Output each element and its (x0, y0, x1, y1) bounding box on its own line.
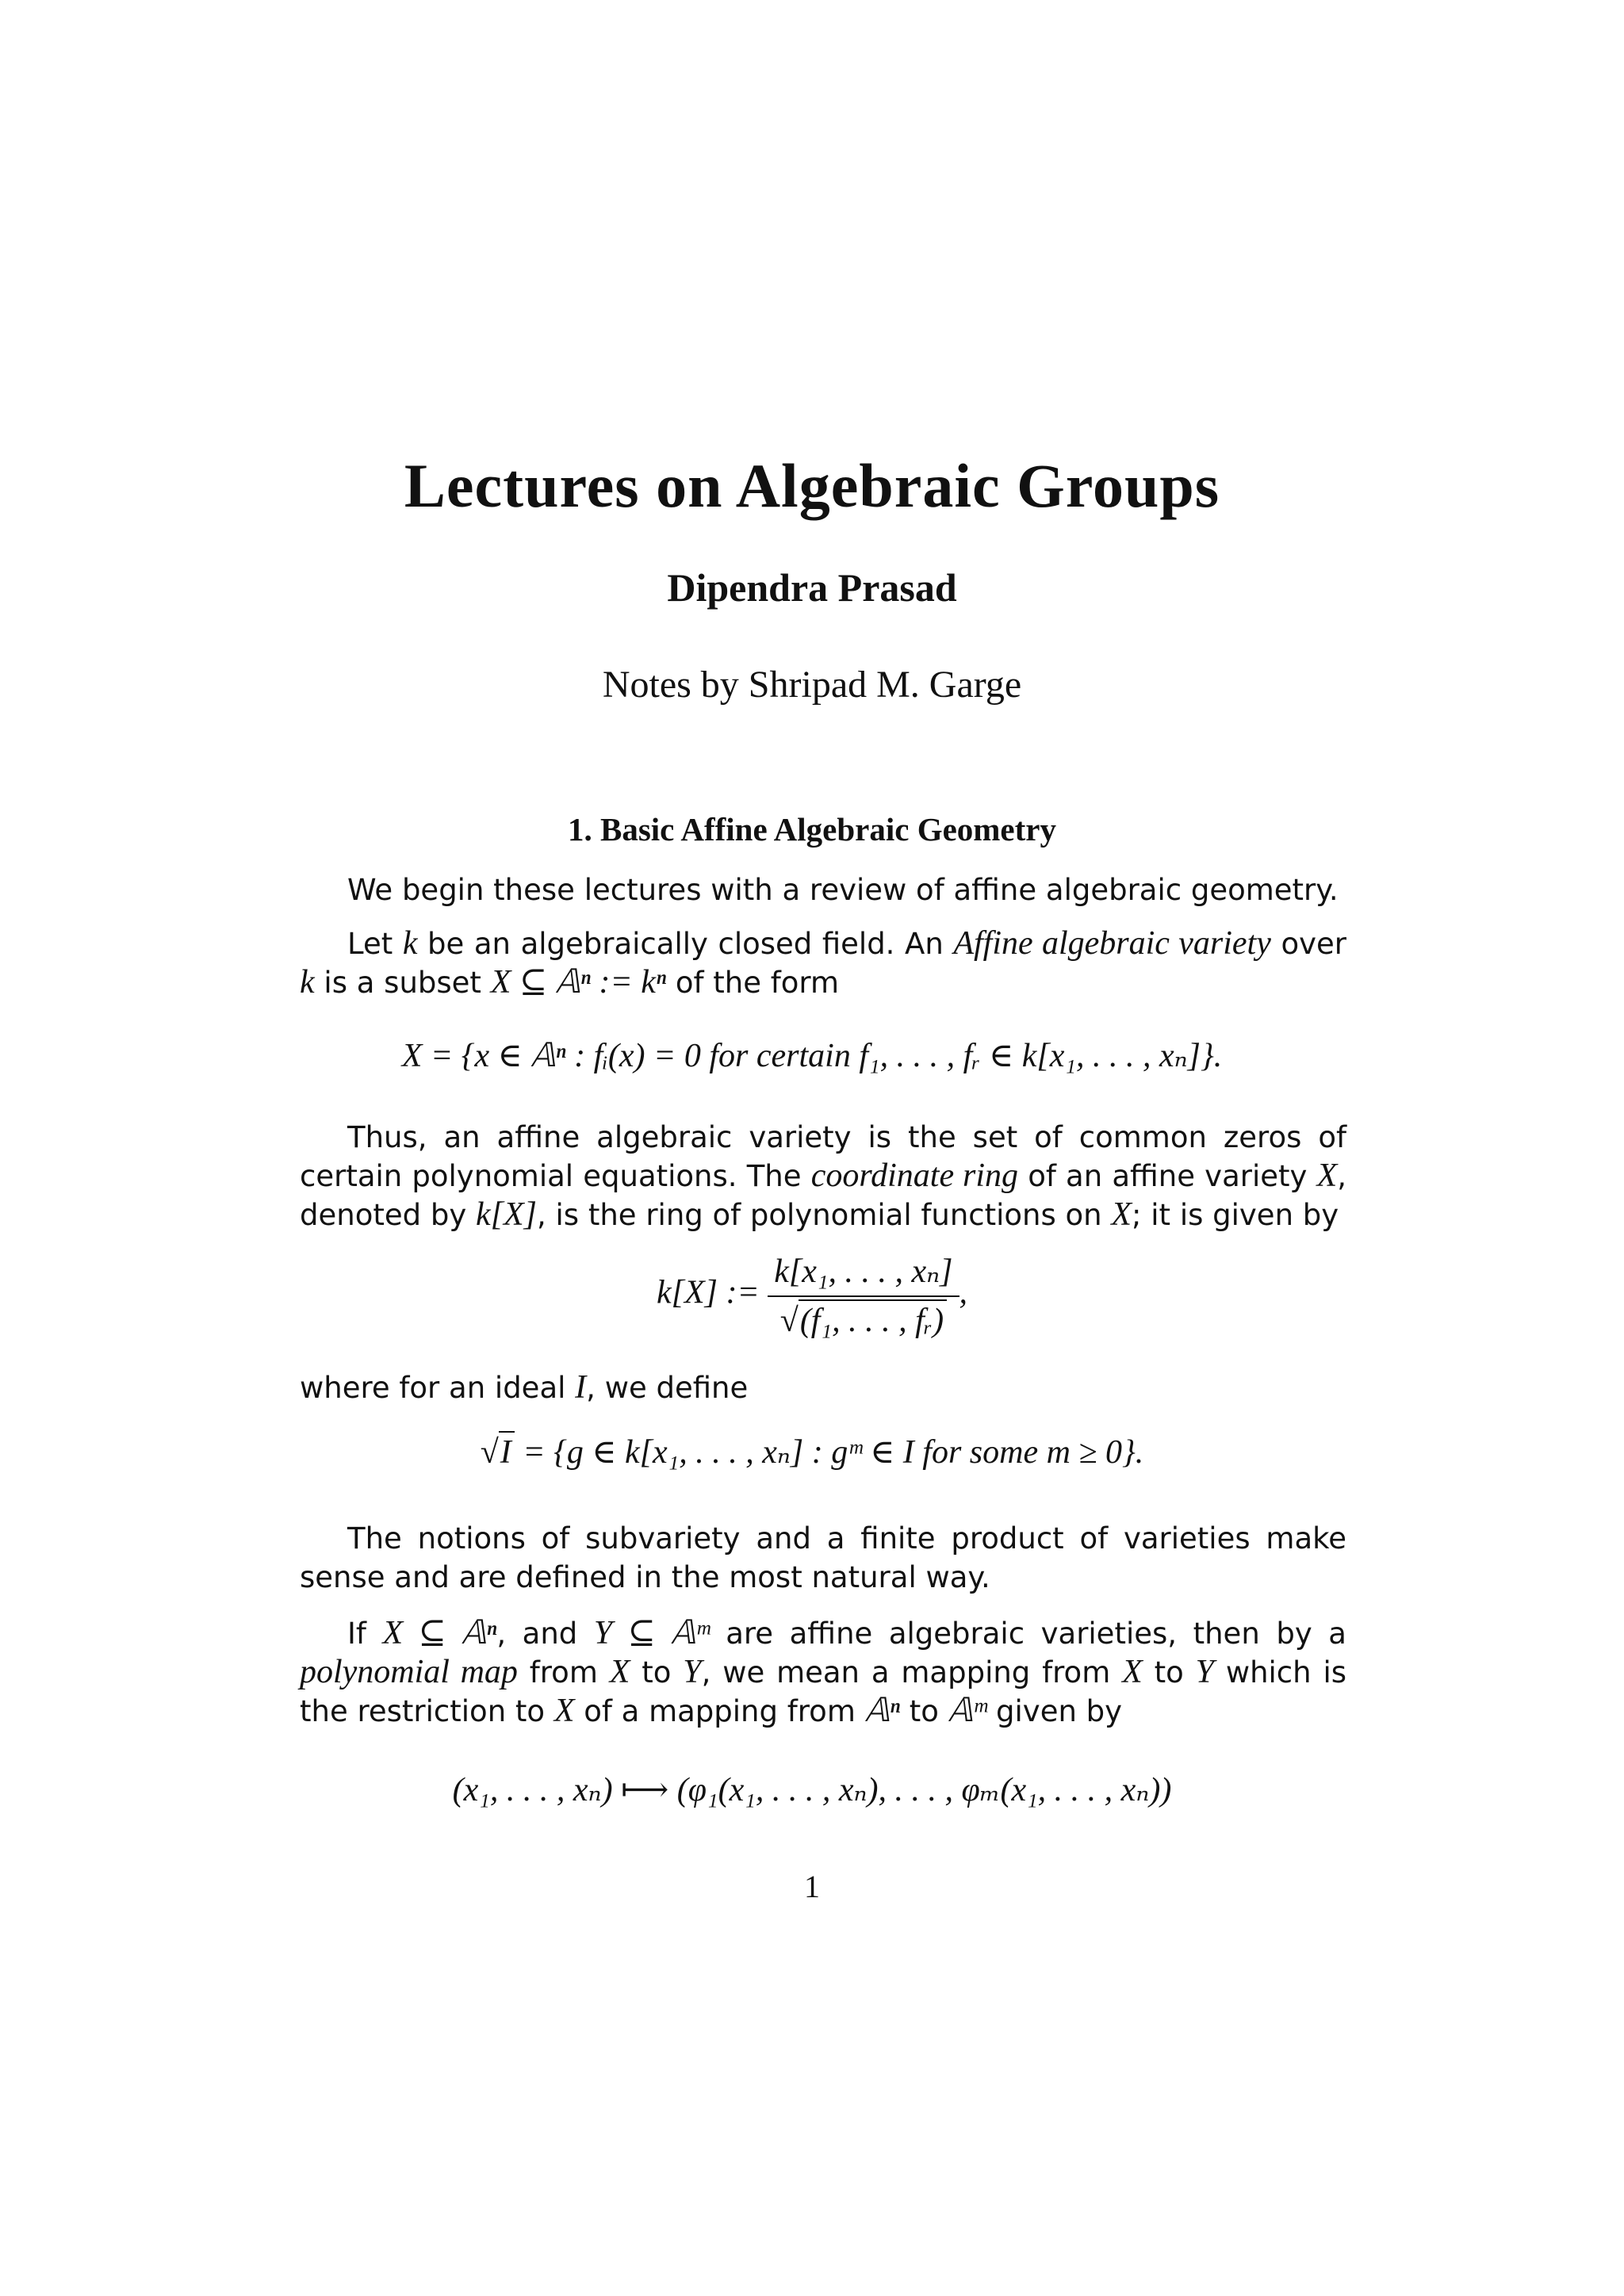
equation-polynomial-map: (x₁, . . . , xₙ) ⟼ (φ₁(x₁, . . . , xₙ), . . . , φₘ(x₁, . . . , xₙ)) (452, 1772, 1172, 1808)
text-run: ; it is given by (1132, 1198, 1339, 1232)
text-run: If (347, 1617, 383, 1651)
text-run: which is the restriction to (300, 1655, 1347, 1728)
notes-by-line: Notes by Shripad M. Garge (602, 664, 1022, 706)
text-run: given by (986, 1694, 1123, 1728)
text-run: of a mapping from (574, 1694, 865, 1728)
math-X-subset: X ⊆ 𝔸ⁿ (382, 1615, 497, 1651)
text-run: , denoted by (300, 1159, 1347, 1232)
math-X: X (1122, 1654, 1143, 1690)
text-run: of the form (666, 966, 840, 1000)
text-run: where for an ideal (300, 1371, 576, 1405)
equation-rhs: = {g ∈ k[x₁, . . . , xₙ] : gᵐ ∈ I for some m ≥ 0}. (514, 1434, 1144, 1471)
text-run: , we mean a mapping from (701, 1655, 1123, 1689)
math-k: k (402, 925, 418, 962)
text-run: over (1270, 927, 1346, 961)
fraction-denominator (768, 1297, 959, 1340)
equation-lhs: k[X] := (656, 1274, 760, 1311)
paragraph-subvariety (300, 1519, 1346, 1597)
math-Y: Y (683, 1654, 702, 1690)
text-run: to (630, 1655, 684, 1689)
section-heading: 1. Basic Affine Algebraic Geometry (567, 811, 1056, 848)
text-run: to (899, 1694, 948, 1728)
equation-radical-definition (0, 1432, 1624, 1471)
equation-coordinate-ring (0, 1251, 1624, 1340)
text-run: , we define (586, 1371, 749, 1405)
math-Y-subset: Y ⊆ 𝔸ᵐ (593, 1615, 710, 1651)
text-run: , and (496, 1617, 594, 1651)
radicand: (f₁, . . . , fᵣ) (799, 1299, 947, 1339)
math-X: X (609, 1654, 630, 1690)
math-Y: Y (1195, 1654, 1214, 1690)
equation-variety-definition: X = {x ∈ 𝔸ⁿ : fᵢ(x) = 0 for certain f₁, . . . , fᵣ ∈ k[x₁, . . . , xₙ]}. (401, 1038, 1223, 1074)
math-X: X (1111, 1196, 1132, 1233)
text-run: , is the ring of polynomial functions on (537, 1198, 1112, 1232)
radicand: I (499, 1431, 515, 1471)
paragraph-ideal (300, 1368, 1346, 1407)
paragraph-text: We begin these lectures with a review of affine algebraic geometry. (347, 873, 1339, 907)
text-run: is a subset (314, 966, 491, 1000)
radical-sign: √ (480, 1434, 499, 1471)
author-name: Dipendra Prasad (667, 565, 957, 610)
text-run: Thus, an affine algebraic variety is the set of common zeros of certain polynomial equations. The (300, 1120, 1346, 1193)
text-run: are affine algebraic varieties, then by a (709, 1617, 1346, 1651)
paragraph-polynomial-map (300, 1614, 1346, 1731)
radical (499, 1433, 515, 1471)
text-run: be an algebraically closed field. An (417, 927, 954, 961)
math-subset: X ⊆ 𝔸ⁿ := kⁿ (490, 964, 667, 1001)
paragraph-coordinate-ring (300, 1118, 1346, 1234)
text-run: to (1142, 1655, 1196, 1689)
paragraph-definition (300, 924, 1346, 1002)
text-run: Let (347, 927, 403, 961)
paragraph-intro (300, 871, 1346, 909)
paragraph-text: The notions of subvariety and a finite product of varieties make sense and are defined in the most natural way. (300, 1521, 1346, 1594)
term-polynomial-map: polynomial map (300, 1654, 518, 1690)
equation-punctuation: , (959, 1274, 968, 1311)
page-number: 1 (804, 1869, 820, 1904)
radical (799, 1302, 947, 1340)
math-Am: 𝔸ᵐ (948, 1693, 987, 1729)
math-k: k (300, 964, 315, 1001)
text-run: of an affine variety (1018, 1159, 1317, 1193)
text-run: from (517, 1655, 610, 1689)
math-I: I (575, 1369, 587, 1406)
radical-sign: √ (779, 1303, 799, 1339)
math-An: 𝔸ⁿ (864, 1693, 900, 1729)
term-affine-variety: Affine algebraic variety (953, 925, 1271, 962)
term-coordinate-ring: coordinate ring (810, 1158, 1019, 1194)
fraction-numerator: k[x₁, . . . , xₙ] (768, 1251, 959, 1297)
math-X: X (1316, 1158, 1338, 1194)
math-X: X (553, 1693, 575, 1729)
fraction (768, 1251, 959, 1340)
math-kX: k[X] (476, 1196, 537, 1233)
paper-title: Lectures on Algebraic Groups (404, 451, 1220, 520)
